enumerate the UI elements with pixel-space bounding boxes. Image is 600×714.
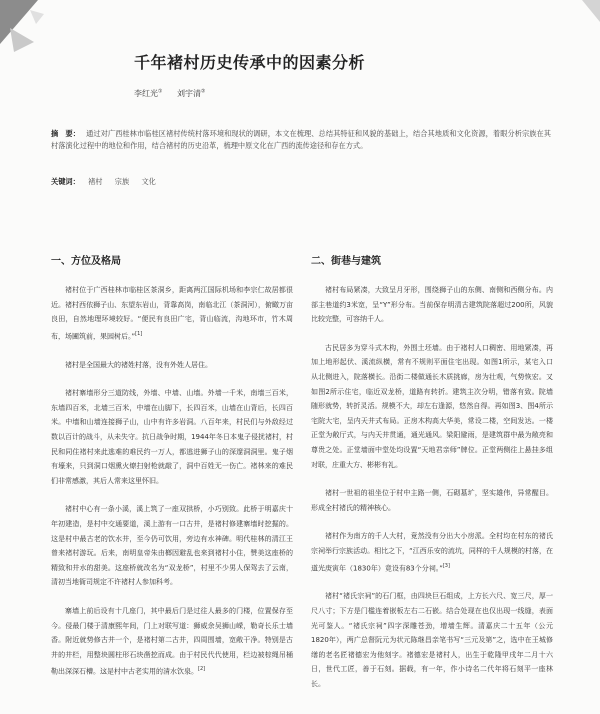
paragraph: 古民居多为穿斗式木构，外围土坯墙。由于褚村人口稠密、用地紧凑，再加上地形起伏、溪流纵横，常有不规则平面住宅出现。如图1所示，某宅入口从北侧进入，院落横长。沿街二楼做通长木质挑廊，房为壮观，气势恢宏。又如图2所示住宅，临近双龙桥，道路有转折。建筑主次分明，错落有致。院墙随形就势，转折灵活。规模不大，却左右逢源，悠然自得。再如图3、图4所示宅院大宅，呈内天井式布局。正房木构高大华美，常设二楼，空间发达。一楼正堂为敞厅式，与内天井贯通，通光通风。梁阳避雨，是建筑群中最为敞亮和尊贵之处。正堂墙面中堂处均设置“天地君亲师”牌位。正堂两侧往上悬挂多组对联，庄重大方、彬彬有礼。 [311,343,553,469]
author-line [134,88,218,99]
page-title: 千年褚村历史传承中的因素分析 [134,53,366,72]
paragraph: 褚村布局紧凑，大致呈月牙形，围绕狮子山的东侧、南侧和西侧分布。内部主巷道约3米宽，呈“Y”形分布。当前保存明清古建筑院落超过200所，风貌比较完整，可容纳千人。 [311,286,553,324]
author-name: 李红光① [134,88,163,98]
author-name: 刘宇清② [177,88,206,98]
paragraph: 褚村中心有一条小溪，溪上筑了一座双拱桥，小巧别致。此桥于明嘉庆十年初建造，是村中交通要道，溪上游有一口古井，是褚村修建寨墙时挖掘的。这是村中最古老的饮水井，至今仍可饮用，旁边有水神碑。明代桂林的清江王曾来褚村游玩。后来，南明皇帝朱由榔因避乱也来到褚村小住，赞美这座桥的精致和井水的甜美。这座桥就改名为“双龙桥”，村里不少男人保驾去了云南，清初当地衙司规定不许褚村人参加科考。 [51,505,293,587]
keywords-label: 关键词： [51,177,80,186]
paragraph: 褚村是全国最大的褚姓村落，没有外姓人居住。 [65,360,212,369]
paragraph: 褚村作为南方的千人大村，竟然没有分出大小房派。全村均在村东的褚氏宗祠举行宗族活动。相比之下，“江西乐安的流坑，同样的千人规模的村落，在道光庚寅年（1830年）竟设有83个分祠。”[3] [311,532,553,572]
abstract [51,128,551,152]
keyword: 文化 [141,177,156,186]
abstract-label: 摘 要： [51,129,81,138]
paragraph: 褚村寨墙形分三道防线，外墙、中墙、山墙。外墙一千米，南墙三百米，东墙四百米，北墙三百米，中墙在山脚下，长四百米，山墙在山背后，长四百米。中墙和山墙连接狮子山，山中有许多岩洞。八百年来，村民们与外敌经过数以百计的战斗，从未失守。抗日战争时期，1944年冬日本鬼子侵扰褚村，村民和同住褚村来此逃难的难民约一万人，都逃进狮子山的深邃洞洞里。鬼子烟有壕来，只到洞口烟熏火燎扫射枪就敲了，洞中百姓无一伤亡。褚林来的难民们非常感激，其后人常来这里怀旧。 [51,389,293,485]
corner-triangle-decoration-right [578,0,600,26]
paragraph: 褚村位于广西桂林市临桂区茶洞乡，距离两江国际机场和李宗仁故居都很近。褚村西依狮子山、东望东岩山，背靠高岗，南临北江（茶洞河），俯瞰万亩良田，自然地理环境较好。“便民有良田广宅，背山临流，沟地环市，竹木周布，场圃筑前，果园树后。”[1] [51,286,293,341]
corner-triangle-decoration [0,0,52,60]
keyword: 褚村 [88,177,103,186]
paragraph: 褚村一世祖的祖坐位于村中主路一侧，石砌墓圹，坚实雄伟，异常醒目。形成全村褚氏的精神核心。 [311,489,553,512]
keywords [51,177,166,187]
section-heading: 一、方位及格局 [51,256,121,267]
right-column [311,252,553,706]
keyword: 宗族 [114,177,130,186]
paragraph: 褚村“褚氏宗祠”的石门框，由四块巨石组成，上方长六尺、宽三尺，厚一尺八寸；下方是门槛连着嵌板左右二石嵌。结合处现在也仅出现一线缝，表面光可鉴人。“褚氏宗祠”四字深雕苍劲，增墙生辉。清嘉庆二十五年（公元1820年），两广总督阮元为状元陈继昌亲笔书写“三元及第”之，选中在王城修缮的老名匠褚德宏为他刻字。褚德宏是褚村人，出生于乾隆甲戌年二月十六日，世代工匠，善于石刻。据载，有一年，作小诗名二代年将石刻平一座林长。 [311,592,553,688]
section-heading: 二、街巷与建筑 [311,256,381,267]
left-column [51,252,293,693]
abstract-text: 通过对广西桂林市临桂区褚村传统村落环境和现状的调研，本文在梳理、总结其特征和风貌的基础上，结合其地质和文化资源，着眼分析宗族在其村落演化过程中的地位和作用，结合褚村的历史沿革，梳理中原文化在广西的流传途径和存在方式。 [51,129,551,150]
paragraph: 寨墙上前后设有十几座门，其中最后门是过往人最多的门楼，位置保存至今。侵最门楼于清康熙年间，门上对联写道：狮威余吴狮山嵘，勒奇长乐士墙香。附近就势修古井一个，是褚村第二古井，四周围墙，宽敞干净。特别是古井的井栏，用整块圆柱形石块凿挖而成。由于村民代代使用，栏边被棕绳吊桶勒出深深石槽。这是村中古老实用的清水饮泉。[2] [51,607,293,676]
